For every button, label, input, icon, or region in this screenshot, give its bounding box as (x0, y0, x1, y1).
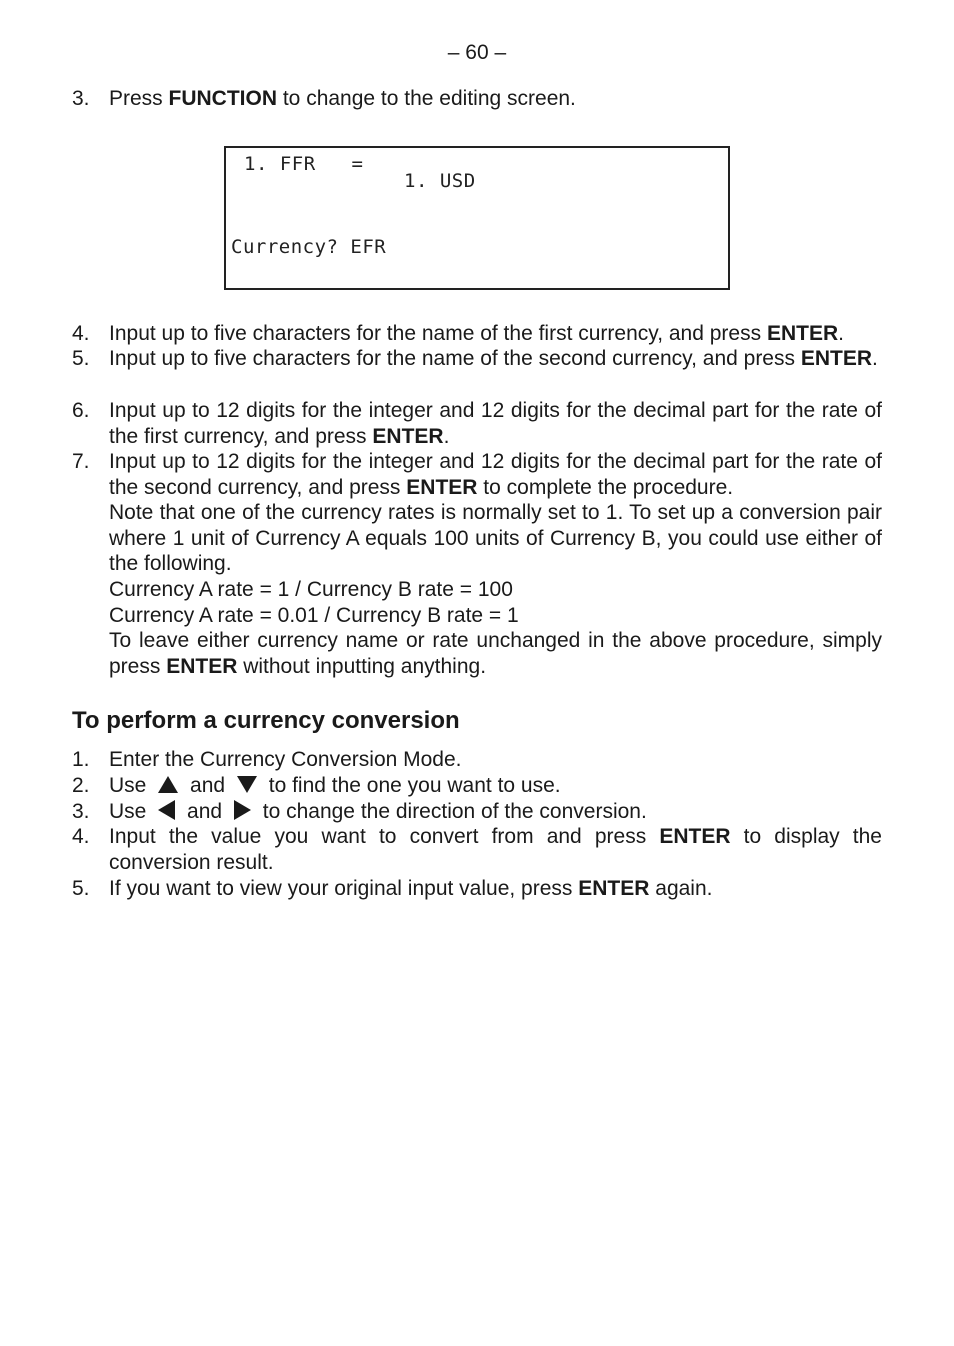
step-number: 6. (72, 399, 90, 422)
key-enter: ENTER (659, 825, 731, 848)
step-6 (72, 398, 882, 449)
key-enter: ENTER (578, 877, 650, 900)
step-5 (72, 346, 882, 372)
step-number: 5. (72, 347, 90, 370)
step-number: 7. (72, 450, 90, 473)
section-heading: To perform a currency conversion (72, 707, 460, 734)
step-number: 4. (72, 825, 90, 848)
page-number: – 60 – (447, 41, 507, 64)
key-function: FUNCTION (168, 87, 278, 110)
lcd-screen (224, 146, 730, 290)
note-example-2: Currency A rate = 0.01 / Currency B rate = 1 (109, 603, 519, 627)
key-enter: ENTER (406, 475, 478, 499)
step-text: Enter the Currency Conversion Mode. (109, 748, 462, 771)
step-text: Use and to change the direction of the conversion. (109, 800, 647, 823)
step-number: 3. (72, 87, 90, 110)
key-enter: ENTER (766, 322, 839, 345)
lcd-line-1-right: 1. USD (404, 170, 476, 192)
step-text: Input up to five characters for the name of the first currency, and press ENTER. (109, 322, 844, 345)
step-text: Input up to 12 digits for the integer and 12 digits for the decimal part for the rate of the second currency, and press ENTER to complete the procedure. (109, 450, 882, 499)
step-text: Press FUNCTION to change to the editing screen. (109, 87, 576, 110)
key-enter: ENTER (800, 347, 873, 370)
step-number: 2. (72, 774, 90, 797)
left-triangle-icon (158, 800, 175, 820)
step-text: Input up to five characters for the name of the second currency, and press ENTER. (109, 347, 878, 370)
note-unchanged: To leave either currency name or rate unchanged in the above procedure, simply press ENTER without inputting anything. (109, 629, 882, 678)
up-triangle-icon (158, 776, 178, 793)
note-example-1: Currency A rate = 1 / Currency B rate = 100 (109, 577, 513, 601)
right-triangle-icon (234, 800, 251, 820)
step-number: 3. (72, 800, 90, 823)
down-triangle-icon (237, 776, 257, 793)
conv-step-3 (72, 799, 882, 825)
step-text: Use and to find the one you want to use. (109, 774, 561, 797)
key-enter: ENTER (166, 654, 238, 678)
step-text: Input up to 12 digits for the integer and 12 digits for the decimal part for the rate of the first currency, and press ENTER. (109, 399, 882, 448)
step-text: If you want to view your original input value, press ENTER again. (109, 877, 713, 900)
step-3 (72, 86, 882, 112)
step-text: Input the value you want to convert from and press ENTER to display the conversion result. (109, 825, 882, 874)
conv-step-2 (72, 773, 882, 799)
step-4 (72, 321, 882, 347)
note-paragraph: Note that one of the currency rates is normally set to 1. To set up a conversion pair where 1 unit of Currency A equals 100 units of Currency B, you could use either of the following. (109, 501, 882, 576)
step-number: 1. (72, 748, 90, 771)
step-number: 4. (72, 322, 90, 345)
lcd-line-2: Currency? EFR (231, 236, 387, 258)
conv-step-5 (72, 876, 882, 902)
step-7 (72, 449, 882, 679)
step-number: 5. (72, 877, 90, 900)
lcd-line-1-left: 1. FFR = (244, 153, 364, 175)
key-enter: ENTER (372, 424, 444, 448)
conv-step-1 (72, 747, 882, 773)
conv-step-4 (72, 824, 882, 875)
